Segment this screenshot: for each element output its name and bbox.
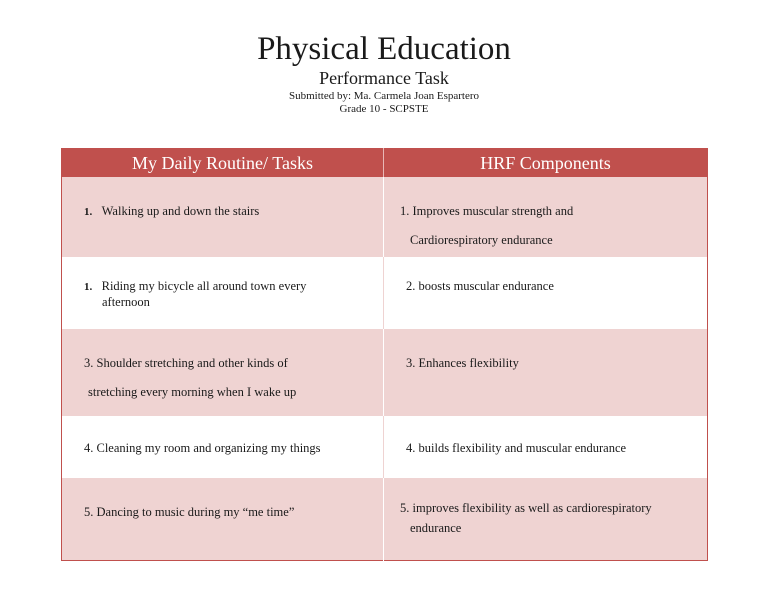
table-row — [62, 177, 708, 257]
task-cell — [62, 478, 384, 560]
task-cell — [62, 416, 384, 478]
table-header-row — [62, 149, 708, 178]
table-row — [62, 478, 708, 560]
column-header-hrf: HRF Components — [384, 149, 708, 178]
task-cell — [62, 329, 384, 416]
table-row — [62, 416, 708, 478]
task-line: afternoon — [102, 295, 150, 309]
task-cell — [62, 177, 384, 257]
submitted-by-line: Submitted by: Ma. Carmela Joan Espartero — [288, 90, 479, 102]
task-line: 1. Walking up and down the stairs — [84, 204, 260, 218]
grade-line: Grade 10 - SCPSTE — [339, 103, 429, 115]
page-title: Physical Education — [257, 31, 511, 67]
component-line: endurance — [410, 521, 462, 535]
component-line: 2. boosts muscular endurance — [406, 279, 554, 293]
component-line: 1. Improves muscular strength and — [400, 204, 574, 218]
page-subtitle: Performance Task — [319, 68, 449, 88]
table-row — [62, 257, 708, 329]
component-cell — [384, 177, 708, 257]
table-row — [62, 329, 708, 416]
task-line: 3. Shoulder stretching and other kinds of — [84, 356, 288, 370]
component-cell — [384, 257, 708, 329]
component-cell — [384, 329, 708, 416]
routine-table — [61, 148, 708, 561]
component-line: 3. Enhances flexibility — [406, 356, 519, 370]
task-line: 1. Riding my bicycle all around town every — [84, 279, 307, 293]
component-cell — [384, 416, 708, 478]
component-line: 4. builds flexibility and muscular endurance — [406, 441, 627, 455]
component-cell — [384, 478, 708, 560]
task-number: 1. — [84, 281, 93, 293]
task-number: 1. — [84, 206, 93, 218]
task-cell — [62, 257, 384, 329]
task-line: stretching every morning when I wake up — [88, 385, 297, 399]
component-line: 5. improves flexibility as well as cardiorespiratory — [400, 501, 652, 515]
task-line: 5. Dancing to music during my “me time” — [84, 505, 295, 519]
component-line: Cardiorespiratory endurance — [410, 233, 553, 247]
column-header-tasks: My Daily Routine/ Tasks — [62, 149, 384, 178]
task-line: 4. Cleaning my room and organizing my things — [84, 441, 321, 455]
